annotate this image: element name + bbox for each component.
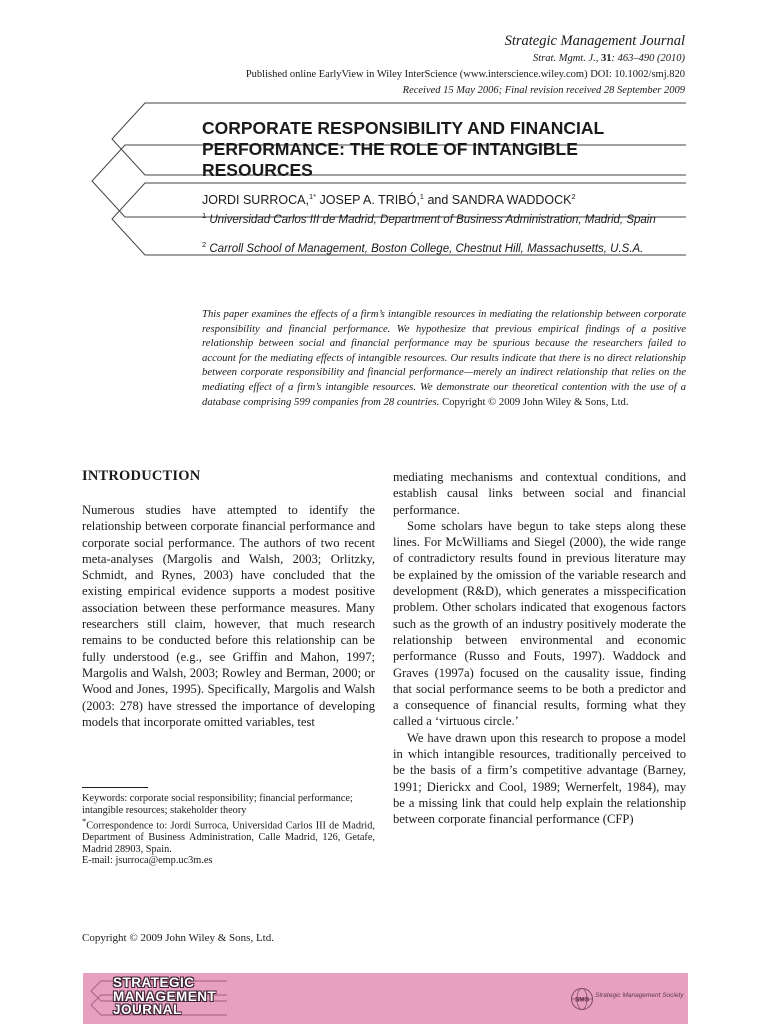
sms-name: Strategic Management Society [595, 992, 684, 999]
affiliation-number: 2 [202, 240, 207, 249]
sms-mark: SMS [574, 996, 590, 1004]
body-paragraph: Some scholars have begun to take steps along these lines. For McWilliams and Siegel (2000), the wide range of contradictory results found in previous literature may be explained by the omission of the variable research and development (R&D), which generates a misspecification problem. Other scholars indicated that exogenous factors such as the growth of an industry positively moderate the relationship between environmental and economic performance (Russo and Fouts, 1997). Waddock and Graves (1997a) focused on the causality issue, finding that social performance seems to be both a predictor and a consequence of financial results, forming what they called a ‘virtuous circle.’ [393, 518, 686, 729]
citation-line: Strat. Mgmt. J., 31: 463–490 (2010) [533, 53, 685, 64]
body-paragraph: We have drawn upon this research to propose a model in which intangible resources, traditionally perceived to be the basis of a firm’s competitive advantage (Barney, 1991; Dierickx and Cool, 1989; Wernerfelt, 1984), may be a missing link that could help explain the relationship between corporate financial performance (CFP) [393, 730, 686, 827]
email: E-mail: jsurroca@emp.uc3m.es [82, 855, 213, 867]
author-marker: 1 [419, 192, 424, 201]
affiliation-2 [202, 238, 687, 256]
journal-banner [83, 973, 688, 1024]
left-column [82, 502, 375, 730]
journal-logo [113, 976, 216, 1017]
abstract [202, 307, 686, 409]
abstract-text: This paper examines the effects of a firm’s intangible resources in mediating the relationship between corporate responsibility and financial performance. We hypothesize that previous empirical findings of a positive relationship between social and financial performance may be spurious because the researchers failed to account for the mediating effects of intangible resources. Our results indicate that there is no direct relationship between corporate responsibility and financial performance—merely an indirect relationship that relies on the mediating effect of a firm’s intangible resources. We demonstrate our theoretical contention with the use of a database comprising 599 companies from 28 countries. [202, 308, 686, 408]
author-marker: 1* [308, 192, 317, 201]
citation-prefix: Strat. Mgmt. J. [533, 53, 596, 64]
article-title: CORPORATE RESPONSIBILITY AND FINANCIAL PERFORMANCE: THE ROLE OF INTANGIBLE RESOURCES [202, 118, 604, 180]
page-copyright: Copyright © 2009 John Wiley & Sons, Ltd. [82, 932, 274, 944]
section-heading: INTRODUCTION [82, 468, 201, 484]
right-column [393, 469, 686, 828]
citation-pages: : 463–490 (2010) [611, 53, 685, 64]
received-line: Received 15 May 2006; Final revision received 28 September 2009 [402, 85, 685, 96]
correspondence-text: Correspondence to: Jordi Surroca, Universidad Carlos III de Madrid, Department of Business Administration, Calle Madrid, 126, Getafe, Madrid 28903, Spain. [82, 820, 375, 855]
body-paragraph: mediating mechanisms and contextual conditions, and establish causal links between social and financial performance. [393, 470, 686, 517]
author-list [202, 192, 576, 207]
correspondence-mark: * [82, 816, 87, 827]
correspondence [82, 816, 375, 855]
author-marker: 2 [571, 192, 576, 201]
affiliation-text: Universidad Carlos III de Madrid, Department of Business Administration, Madrid, Spain [209, 213, 656, 226]
logo-line: STRATEGIC [113, 975, 195, 990]
published-line: Published online EarlyView in Wiley InterScience (www.interscience.wiley.com) DOI: 10.1002/smj.820 [245, 69, 685, 80]
affiliation-1 [202, 209, 687, 227]
sms-globe-icon [570, 987, 594, 1011]
body-paragraph: Numerous studies have attempted to identify the relationship between corporate financial performance and corporate social performance. The authors of two recent meta-analyses (Margolis and Walsh, 2003; Orlitzky, Schmidt, and Rynes, 2003) have concluded that the existing empirical evidence supports a modest positive association between these performance measures. Many researchers still claim, however, that much research remains to be conducted before this relationship can be fully understood (e.g., see Griffin and Mahon, 1997; Margolis and Walsh, 2003; Rowley and Berman, 2000; or Wood and Jones, 1995). Specifically, Margolis and Walsh (2003: 278) have stressed the importance of developing models that incorporate omitted variables, test [82, 503, 375, 729]
affiliation-number: 1 [202, 211, 207, 220]
footnote-rule [82, 787, 148, 788]
footnotes [82, 793, 375, 867]
keywords: Keywords: corporate social responsibility; financial performance; intangible resources; stakeholder theory [82, 793, 353, 816]
journal-name: Strategic Management Journal [504, 33, 685, 49]
citation-volume: 31 [601, 53, 612, 64]
logo-line: JOURNAL [113, 1002, 182, 1017]
author-name: JORDI SURROCA, [202, 193, 309, 208]
affiliation-text: Carroll School of Management, Boston College, Chestnut Hill, Massachusetts, U.S.A. [209, 242, 644, 255]
abstract-copyright: Copyright © 2009 John Wiley & Sons, Ltd. [442, 395, 629, 408]
author-name: and SANDRA WADDOCK [423, 193, 572, 208]
author-name: JOSEP A. TRIBÓ, [316, 193, 420, 208]
logo-line: MANAGEMENT [113, 988, 217, 1004]
